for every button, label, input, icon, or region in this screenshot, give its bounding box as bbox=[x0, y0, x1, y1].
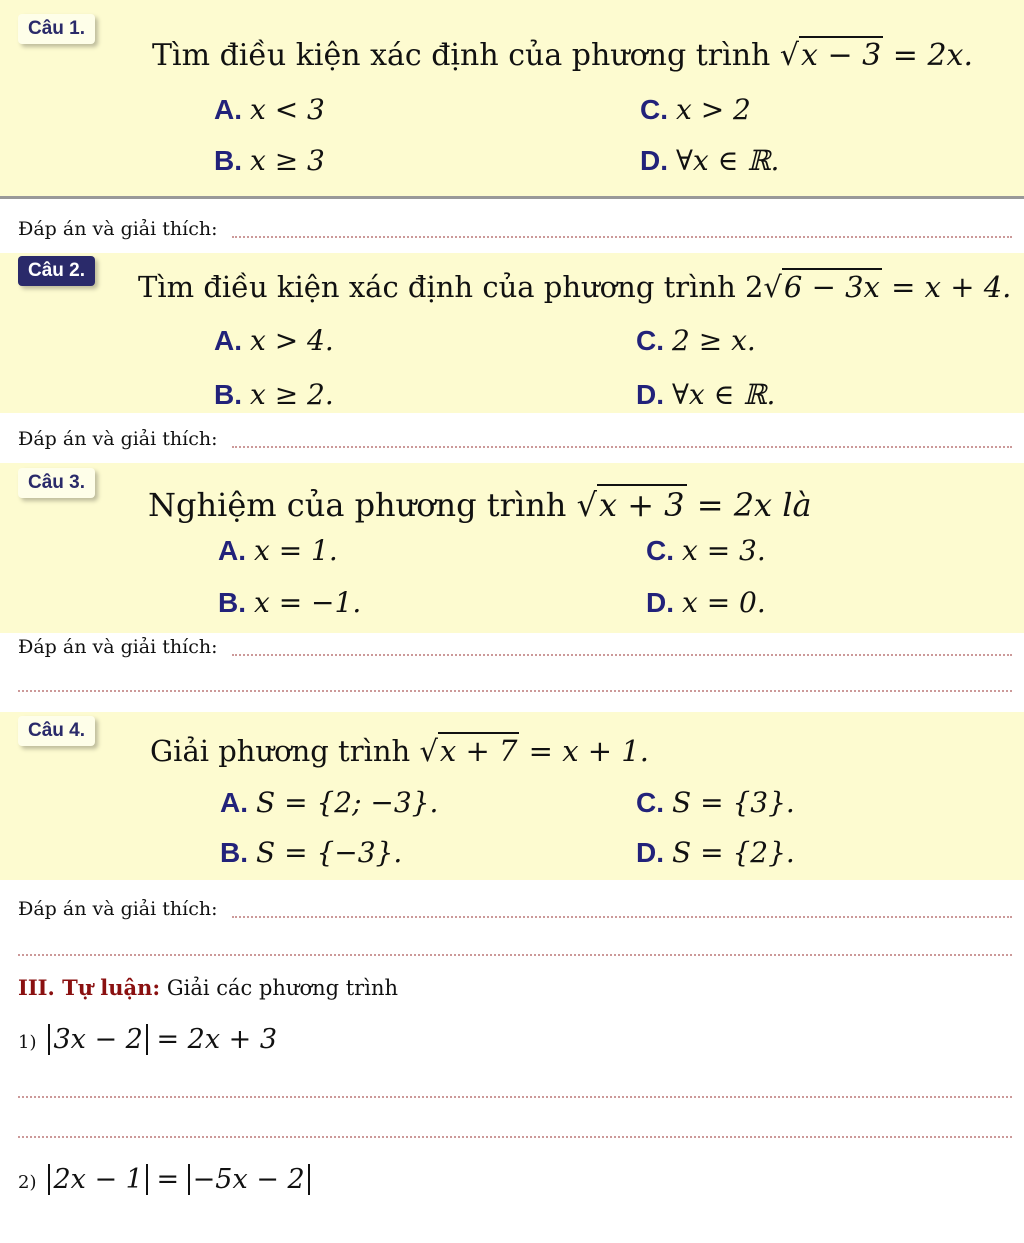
answer-line-2: Đáp án và giải thích: bbox=[18, 428, 218, 450]
answer-dots bbox=[18, 1096, 1012, 1098]
answer-dots bbox=[18, 1136, 1012, 1138]
question-4-option-a[interactable]: A. S = {2; −3}. bbox=[220, 786, 439, 819]
essay-equation-2: 2) 2x − 1 = −5x − 2 bbox=[18, 1164, 310, 1195]
question-2-label: Câu 2. bbox=[18, 256, 95, 286]
answer-line-1: Đáp án và giải thích: bbox=[18, 218, 218, 240]
question-2-option-b[interactable]: B. x ≥ 2. bbox=[214, 378, 334, 411]
question-4-option-b[interactable]: B. S = {−3}. bbox=[220, 836, 403, 869]
question-1-block bbox=[0, 0, 1024, 196]
question-3-label: Câu 3. bbox=[18, 468, 95, 498]
answer-dots bbox=[232, 654, 1012, 656]
question-1-option-d[interactable]: D. ∀x ∈ ℝ. bbox=[640, 144, 780, 177]
question-3-option-c[interactable]: C. x = 3. bbox=[646, 534, 766, 567]
question-3-text: Nghiệm của phương trình √x + 3 = 2x là bbox=[148, 486, 812, 524]
answer-dots bbox=[232, 446, 1012, 448]
essay-title: III. Tự luận: Giải các phương trình bbox=[18, 975, 398, 1000]
answer-dots bbox=[18, 954, 1012, 956]
question-2-option-a[interactable]: A. x > 4. bbox=[214, 324, 334, 357]
answer-dots bbox=[232, 916, 1012, 918]
question-3-option-d[interactable]: D. x = 0. bbox=[646, 586, 766, 619]
question-2-text: Tìm điều kiện xác định của phương trình 2√6 − 3x = x + 4. bbox=[138, 270, 1012, 304]
question-4-option-d[interactable]: D. S = {2}. bbox=[636, 836, 795, 869]
question-4-option-c[interactable]: C. S = {3}. bbox=[636, 786, 795, 819]
question-4-label: Câu 4. bbox=[18, 716, 95, 746]
question-1-label: Câu 1. bbox=[18, 14, 95, 44]
question-2-option-c[interactable]: C. 2 ≥ x. bbox=[636, 324, 756, 357]
question-1-option-c[interactable]: C. x > 2 bbox=[640, 93, 751, 126]
question-2-option-d[interactable]: D. ∀x ∈ ℝ. bbox=[636, 378, 776, 411]
answer-dots bbox=[232, 236, 1012, 238]
question-1-text: Tìm điều kiện xác định của phương trình √x − 3 = 2x. bbox=[152, 38, 973, 73]
question-1-option-a[interactable]: A. x < 3 bbox=[214, 93, 325, 126]
question-4-text: Giải phương trình √x + 7 = x + 1. bbox=[150, 734, 649, 768]
separator bbox=[0, 196, 1024, 199]
question-1-option-b[interactable]: B. x ≥ 3 bbox=[214, 144, 325, 177]
answer-line-4: Đáp án và giải thích: bbox=[18, 898, 218, 920]
answer-line-3: Đáp án và giải thích: bbox=[18, 636, 218, 658]
question-3-option-a[interactable]: A. x = 1. bbox=[218, 534, 338, 567]
question-3-option-b[interactable]: B. x = −1. bbox=[218, 586, 362, 619]
essay-equation-1: 1) 3x − 2 = 2x + 3 bbox=[18, 1024, 278, 1055]
answer-dots bbox=[18, 690, 1012, 692]
